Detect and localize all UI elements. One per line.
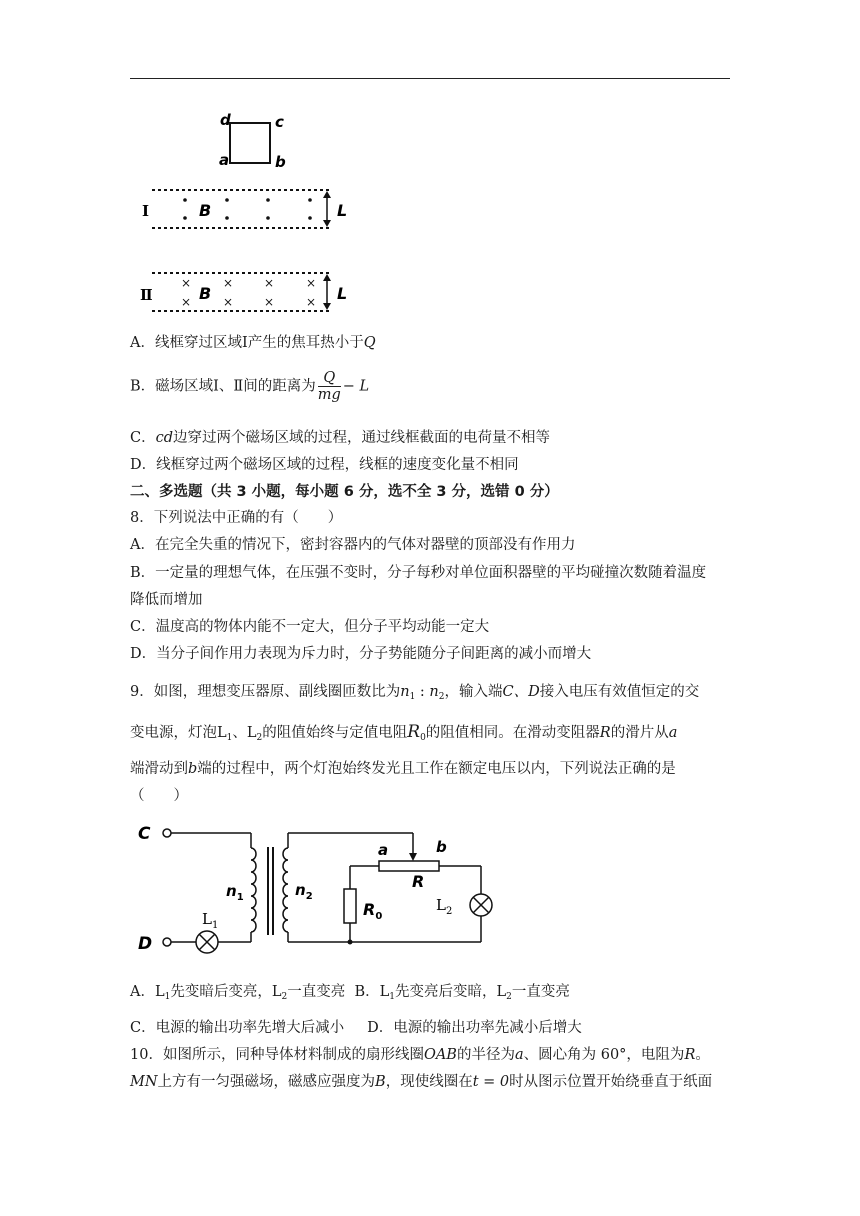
primary-coil: [251, 848, 256, 932]
svg-text:×: ×: [306, 295, 317, 309]
label-r: R: [412, 872, 425, 891]
section2-heading: 二、多选题（共 3 小题，每小题 6 分，选不全 3 分，选错 0 分）: [130, 484, 559, 500]
label-d: D: [138, 934, 153, 954]
svg-text:×: ×: [306, 276, 317, 290]
q8-option-b-line1: B．一定量的理想气体，在压强不变时，分子每秒对单位面积器壁的平均碰撞次数随着温度: [130, 565, 707, 581]
q8-option-c: C．温度高的物体内能不一定大，但分子平均动能一定大: [130, 619, 490, 635]
svg-text:×: ×: [264, 295, 275, 309]
terminal-c: [163, 829, 171, 837]
label-l1: $L_1$: [202, 910, 219, 931]
svg-text:×: ×: [181, 276, 192, 290]
header-rule: [130, 78, 730, 79]
secondary-coil: [283, 848, 288, 932]
region1-label: Ⅰ: [142, 202, 150, 220]
q9-transformer-circuit: [130, 815, 510, 975]
q7-option-a: A．线框穿过区域Ⅰ产生的焦耳热小于Q: [130, 335, 376, 351]
q8-option-a: A．在完全失重的情况下，密封容器内的气体对器壁的顶部没有作用力: [130, 537, 576, 553]
terminal-d: [163, 938, 171, 946]
label-r0: $R_0$: [363, 900, 383, 922]
resistor-r0: [344, 889, 356, 923]
q7-option-d: D．线框穿过两个磁场区域的过程，线框的速度变化量不相同: [130, 457, 519, 473]
svg-text:×: ×: [181, 295, 192, 309]
svg-text:×: ×: [223, 276, 234, 290]
region1-width-label: L: [337, 201, 348, 220]
q9-options-ab: A．$L_1$先变暗后变亮，$L_2$一直变亮 B．$L_1$先变亮后变暗，$L_2$一直变亮: [130, 984, 570, 1002]
corner-a-label: a: [219, 151, 230, 169]
q7-option-c: C．cd边穿过两个磁场区域的过程，通过线框截面的电荷量不相等: [130, 430, 551, 446]
q7-option-b: B．磁场区域Ⅰ、Ⅱ间的距离为 $\frac{Q}{mg}$ − L: [130, 370, 370, 403]
slider-arrow: [409, 853, 417, 861]
q8-option-b-line2: 降低而增加: [130, 592, 203, 608]
svg-text:×: ×: [264, 276, 275, 290]
corner-c-label: c: [275, 113, 284, 131]
label-l2: $L_2$: [436, 896, 453, 917]
q9-stem-line3: 端滑动到b端的过程中，两个灯泡始终发光且工作在额定电压以内，下列说法正确的是: [130, 761, 676, 777]
label-b: b: [436, 838, 447, 856]
label-c: C: [138, 824, 151, 844]
q10-stem-line1: 10．如图所示，同种导体材料制成的扇形线圈OAB的半径为a、圆心角为 60°，电阻为R。: [130, 1047, 710, 1063]
q9-stem-line4: （ ）: [130, 788, 188, 804]
q7-magnetic-field-figure: [130, 105, 370, 320]
svg-text:×: ×: [223, 295, 234, 309]
label-n2: $n_2$: [295, 881, 313, 902]
region2-label: Ⅱ: [140, 286, 153, 304]
label-a: a: [378, 841, 389, 859]
region2-width-label: L: [337, 284, 348, 303]
region1-field-label: B: [199, 201, 212, 220]
rheostat-r: [379, 861, 439, 871]
q8-stem: 8．下列说法中正确的有（ ）: [130, 510, 343, 526]
corner-d-label: d: [220, 111, 231, 129]
q10-stem-line2: MN上方有一匀强磁场，磁感应强度为B，现使线圈在t = 0时从图示位置开始绕垂直于纸面: [130, 1074, 713, 1090]
junction-dot: [348, 940, 353, 945]
q9-stem-line1: 9．如图，理想变压器原、副线圈匝数比为$n_1$ : $n_2$，输入端C、D接入电压有效值恒定的交: [130, 684, 700, 702]
q8-option-d: D．当分子间作用力表现为斥力时，分子势能随分子间距离的减小而增大: [130, 646, 592, 662]
corner-b-label: b: [275, 153, 286, 171]
q9-stem-line2: 变电源，灯泡$L_1$、$L_2$的阻值始终与定值电阻$R_0$的阻值相同。在滑动变阻器R的滑片从a: [130, 722, 678, 743]
region2-field-label: B: [199, 284, 212, 303]
wire-frame: [230, 123, 270, 163]
label-n1: $n_1$: [226, 882, 244, 903]
fraction-q-over-mg: $\frac{Q}{mg}$: [317, 370, 341, 403]
q9-options-cd: C．电源的输出功率先增大后减小 D．电源的输出功率先减小后增大: [130, 1020, 582, 1036]
